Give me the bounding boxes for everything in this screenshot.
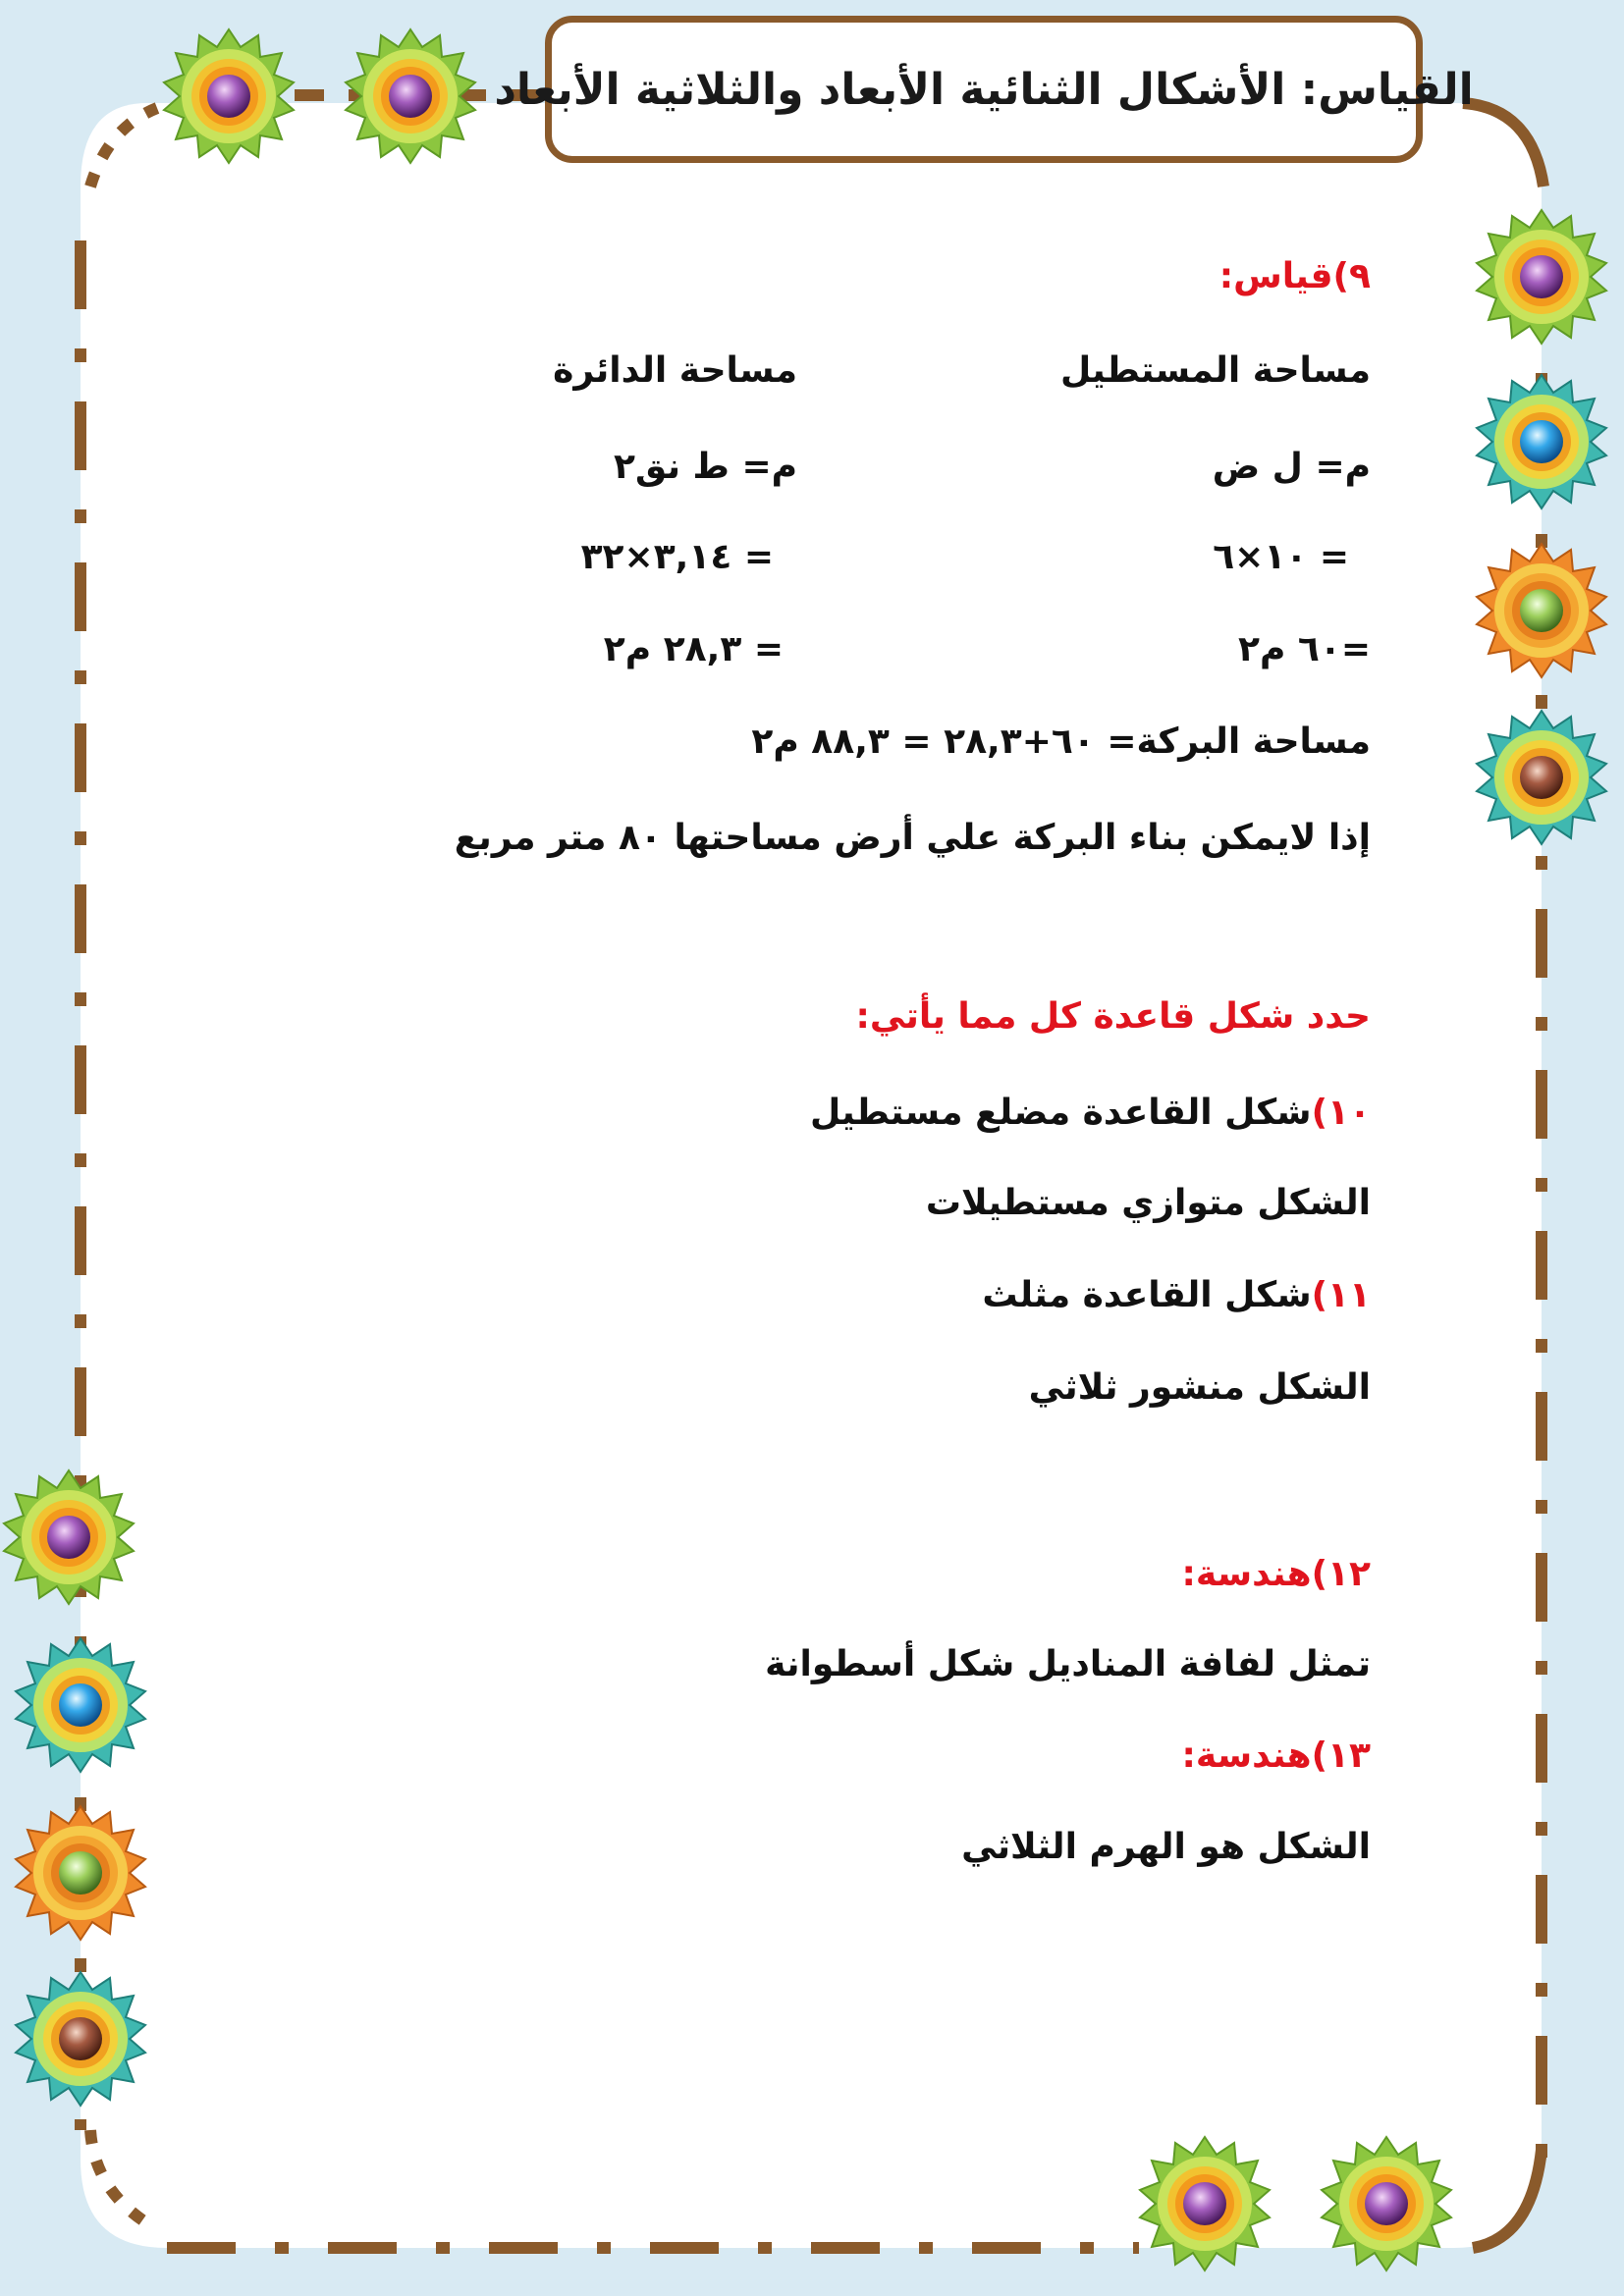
q10-number: ١٠) [1311,1093,1371,1133]
q12-answer: تمثل لفافة المناديل شكل أسطوانة [765,1644,1371,1684]
q9-conclusion: إذا لايمكن بناء البركة علي أرض مساحتها ٨٠ متر مربع [454,818,1371,858]
circle-formula: م= ط نق٢ [614,447,797,487]
q11-line2: الشكل منشور ثلاثي [1028,1367,1371,1408]
rect-result: =٦٠ م٢ [1237,629,1371,669]
q9-heading: ٩)قياس: [1218,256,1371,296]
q10-line2: الشكل متوازي مستطيلات [925,1183,1371,1223]
q11-number: ١١) [1311,1275,1371,1315]
pool-area: مساحة البركة= ٦٠+٢٨,٣ = ٨٨,٣ م٢ [751,721,1371,762]
rect-area-heading: مساحة المستطيل [1060,350,1371,391]
circle-result: = ٢٨,٣ م٢ [603,629,784,669]
q11-text: شكل القاعدة مثلث [982,1275,1312,1315]
q11-line1 [982,1272,1371,1319]
circle-area-heading: مساحة الدائرة [553,350,797,391]
q13-answer: الشكل هو الهرم الثلاثي [961,1827,1371,1867]
base-task-heading: حدد شكل قاعدة كل مما يأتي: [855,996,1371,1037]
rect-substitution: = ١٠×٦ [1213,537,1349,577]
q10-line1 [810,1090,1371,1137]
q13-heading: ١٣)هندسة: [1181,1735,1371,1776]
circle-substitution: = ٣,١٤×٣٢ [580,537,774,577]
rect-formula: م= ل ض [1212,447,1371,487]
q12-heading: ١٢)هندسة: [1181,1554,1371,1594]
q10-text: شكل القاعدة مضلع مستطيل [810,1093,1312,1133]
page-title: القياس: الأشكال الثنائية الأبعاد والثلاثية الأبعاد [494,64,1474,115]
title-box [494,16,1474,163]
